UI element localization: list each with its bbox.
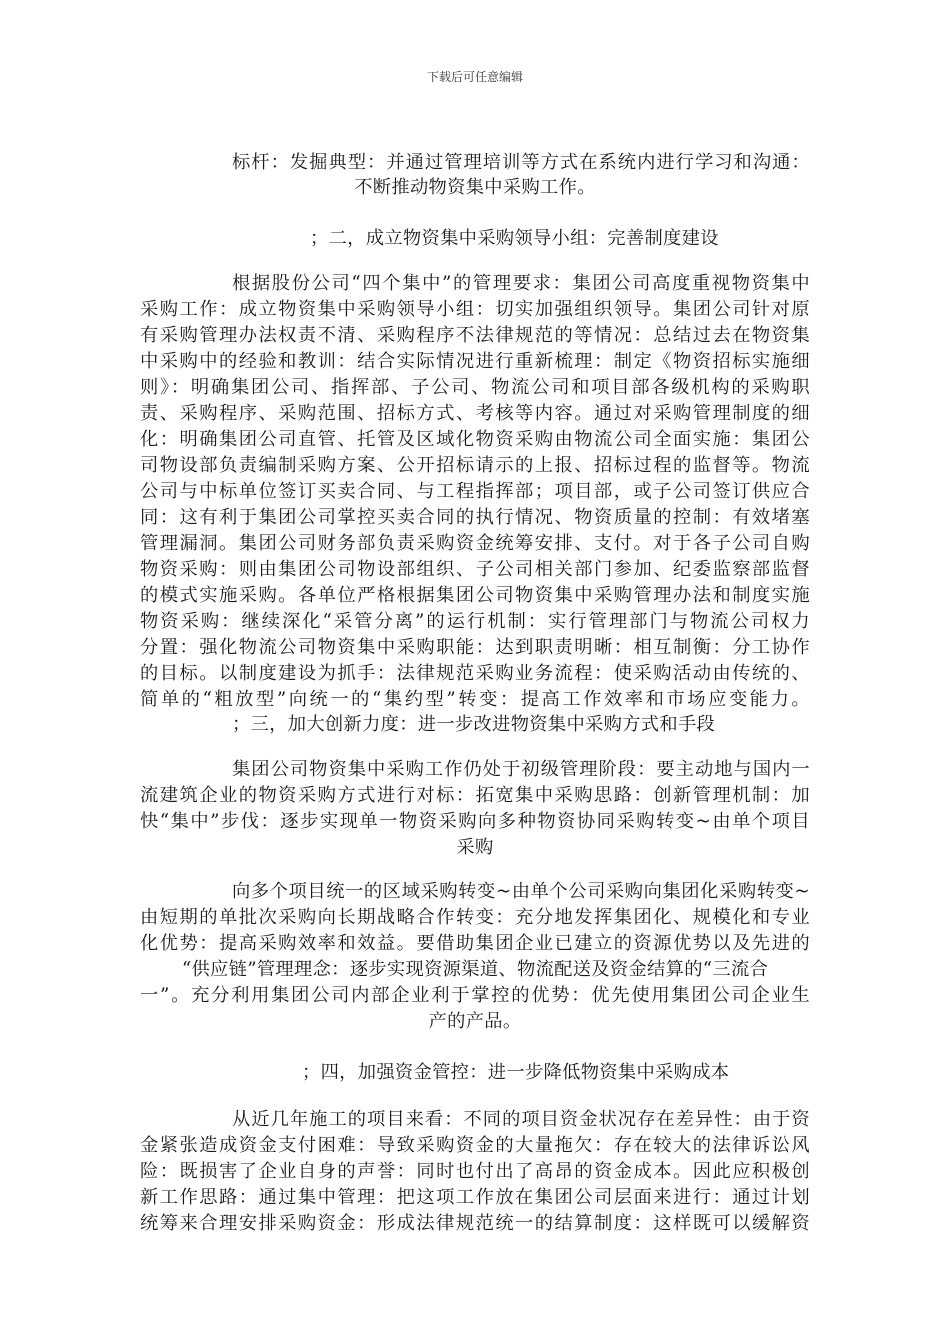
text-line: 险：既损害了企业自身的声誉：同时也付出了高昂的资金成本。因此应积极创 <box>140 1161 810 1182</box>
text-line: 集团公司物资集中采购工作仍处于初级管理阶段：要主动地与国内一 <box>232 759 810 780</box>
text-line: 的目标。以制度建设为抓手：法律规范采购业务流程：使采购活动由传统的、 <box>140 663 810 684</box>
text-line: 分置：强化物流公司物资集中采购职能：达到职责明晰：相互制衡：分工协作 <box>140 637 810 658</box>
text-line: 同：这有利于集团公司掌控买卖合同的执行情况、物资质量的控制：有效堵塞 <box>140 507 810 528</box>
text-line: 的模式实施采购。各单位严格根据集团公司物资集中采购管理办法和制度实施 <box>140 585 810 606</box>
text-line: 责、采购程序、采购范围、招标方式、考核等内容。通过对采购管理制度的细 <box>140 403 810 424</box>
text-line: 中采购中的经验和教训：结合实际情况进行重新梳理：制定《物资招标实施细 <box>140 351 810 372</box>
text-line: 新工作思路：通过集中管理：把这项工作放在集团公司层面来进行：通过计划 <box>140 1187 810 1208</box>
header-note: 下载后可任意编辑 <box>426 70 523 84</box>
text-line: 化优势：提高采购效率和效益。要借助集团企业已建立的资源优势以及先进的 <box>140 933 810 954</box>
text-line: 由短期的单批次采购向长期战略合作转变：充分地发挥集团化、规模化和专业 <box>140 907 810 928</box>
text-line: 物资采购：则由集团公司物设部组织、子公司相关部门参加、纪委监察部监督 <box>140 559 810 580</box>
text-line: 采购 <box>456 837 494 858</box>
section-heading: ；三，加大创新力度：进一步改进物资集中采购方式和手段 <box>232 714 716 735</box>
text-line: 化：明确集团公司直管、托管及区域化物资采购由物流公司全面实施：集团公 <box>140 429 810 450</box>
text-line: 公司与中标单位签订买卖合同、与工程指挥部；项目部，或子公司签订供应合 <box>140 481 810 502</box>
text-line: 从近几年施工的项目来看：不同的项目资金状况存在差异性：由于资 <box>232 1109 810 1130</box>
text-line: 统筹来合理安排采购资金：形成法律规范统一的结算制度：这样既可以缓解资 <box>140 1213 810 1234</box>
section-heading: ；二，成立物资集中采购领导小组：完善制度建设 <box>310 228 719 249</box>
text-line: 产的产品。 <box>428 1011 522 1032</box>
text-line: 快“集中”步伐：逐步实现单一物资采购向多种物资协同采购转变~由单个项目 <box>140 811 810 832</box>
text-line: 一”。充分利用集团公司内部企业利于掌控的优势：优先使用集团公司企业生 <box>140 985 810 1006</box>
text-line: 标杆：发掘典型：并通过管理培训等方式在系统内进行学习和沟通： <box>232 152 810 173</box>
section-heading: ；四，加强资金管控：进一步降低物资集中采购成本 <box>302 1062 730 1083</box>
text-line: 物资采购：继续深化“采管分离”的运行机制：实行管理部门与物流公司权力 <box>140 611 810 632</box>
text-line: 有采购管理办法权责不清、采购程序不法律规范的等情况：总结过去在物资集 <box>140 325 810 346</box>
text-line: 采购工作：成立物资集中采购领导小组：切实加强组织领导。集团公司针对原 <box>140 299 810 320</box>
text-line: “供应链”管理理念：逐步实现资源渠道、物流配送及资金结算的“三流合 <box>181 959 769 980</box>
text-line: 金紧张造成资金支付困难：导致采购资金的大量拖欠：存在较大的法律诉讼风 <box>140 1135 810 1156</box>
text-line: 则》：明确集团公司、指挥部、子公司、物流公司和项目部各级机构的采购职 <box>140 377 810 398</box>
text-line: 简单的“粗放型”向统一的“集约型”转变：提高工作效率和市场应变能力。 <box>140 689 810 710</box>
text-line: 根据股份公司“四个集中”的管理要求：集团公司高度重视物资集中 <box>232 273 810 294</box>
text-line: 向多个项目统一的区域采购转变~由单个公司采购向集团化采购转变~ <box>232 881 810 902</box>
text-line: 司物设部负责编制采购方案、公开招标请示的上报、招标过程的监督等。物流 <box>140 455 810 476</box>
text-line: 管理漏洞。集团公司财务部负责采购资金统筹安排、支付。对于各子公司自购 <box>140 533 810 554</box>
text-line: 流建筑企业的物资采购方式进行对标：拓宽集中采购思路：创新管理机制：加 <box>140 785 810 806</box>
text-line: 不断推动物资集中采购工作。 <box>354 177 596 198</box>
